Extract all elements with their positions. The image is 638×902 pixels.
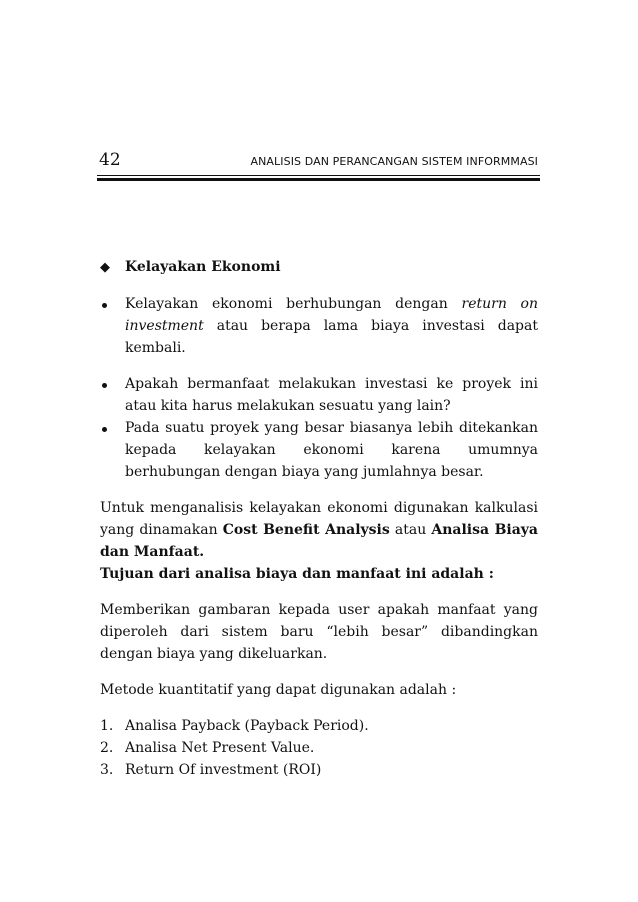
bullet-text-post: atau berapa lama biaya investasi dapat kembali.	[125, 318, 538, 356]
cost-benefit-paragraph	[100, 497, 538, 563]
method-item	[100, 715, 538, 737]
term-analisa-biaya: Analisa Biaya dan Manfaat.	[100, 522, 538, 560]
method-number: 3.	[100, 762, 114, 778]
bullet-text: Pada suatu proyek yang besar biasanya lebih ditekankan kepada kelayakan ekonomi karena umumnya berhubungan dengan biaya yang jumlahnya besar.	[125, 420, 538, 480]
bullet-item	[100, 293, 538, 359]
bullet-text-pre: Kelayakan ekonomi berhubungan dengan	[125, 296, 462, 312]
bullet-dot-icon	[100, 293, 125, 315]
running-head: ANALISIS DAN PERANCANGAN SISTEM INFORMMASI	[250, 155, 538, 168]
method-item	[100, 737, 538, 759]
header-rule-thick	[97, 178, 540, 181]
page-number: 42	[99, 150, 121, 170]
method-number: 2.	[100, 740, 114, 756]
section-heading-row	[100, 256, 538, 279]
bullet-text	[125, 293, 538, 359]
bullet-item	[100, 417, 538, 483]
header-rule-thin	[97, 175, 540, 176]
page-header	[97, 150, 540, 174]
diamond-bullet-icon: ◆	[100, 260, 110, 275]
bullet-text: Apakah bermanfaat melakukan investasi ke proyek ini atau kita harus melakukan sesuatu yang lain?	[125, 376, 538, 414]
bullet-item	[100, 373, 538, 417]
method-text: Return Of investment (ROI)	[125, 762, 322, 778]
page-content	[100, 256, 538, 781]
paragraph-text: Untuk menganalisis kelayakan ekonomi digunakan kalkulasi yang dinamakan	[100, 500, 538, 538]
bullet-dot-icon	[100, 373, 125, 395]
methods-intro: Metode kuantitatif yang dapat digunakan adalah :	[100, 682, 457, 698]
bullet-text-italic: return on investment	[125, 296, 539, 334]
term-cost-benefit: Cost Benefit Analysis	[222, 522, 390, 538]
method-number: 1.	[100, 718, 114, 734]
method-item	[100, 759, 538, 781]
section-heading: Kelayakan Ekonomi	[125, 259, 281, 275]
goal-paragraph: Memberikan gambaran kepada user apakah manfaat yang diperoleh dari sistem baru “lebih besar” dibandingkan dengan biaya yang dikeluarkan.	[100, 602, 538, 662]
paragraph-text: atau	[389, 522, 432, 538]
goal-heading: Tujuan dari analisa biaya dan manfaat ini adalah :	[100, 566, 494, 582]
bullet-dot-icon	[100, 417, 125, 439]
method-text: Analisa Net Present Value.	[125, 740, 315, 756]
method-text: Analisa Payback (Payback Period).	[125, 718, 369, 734]
